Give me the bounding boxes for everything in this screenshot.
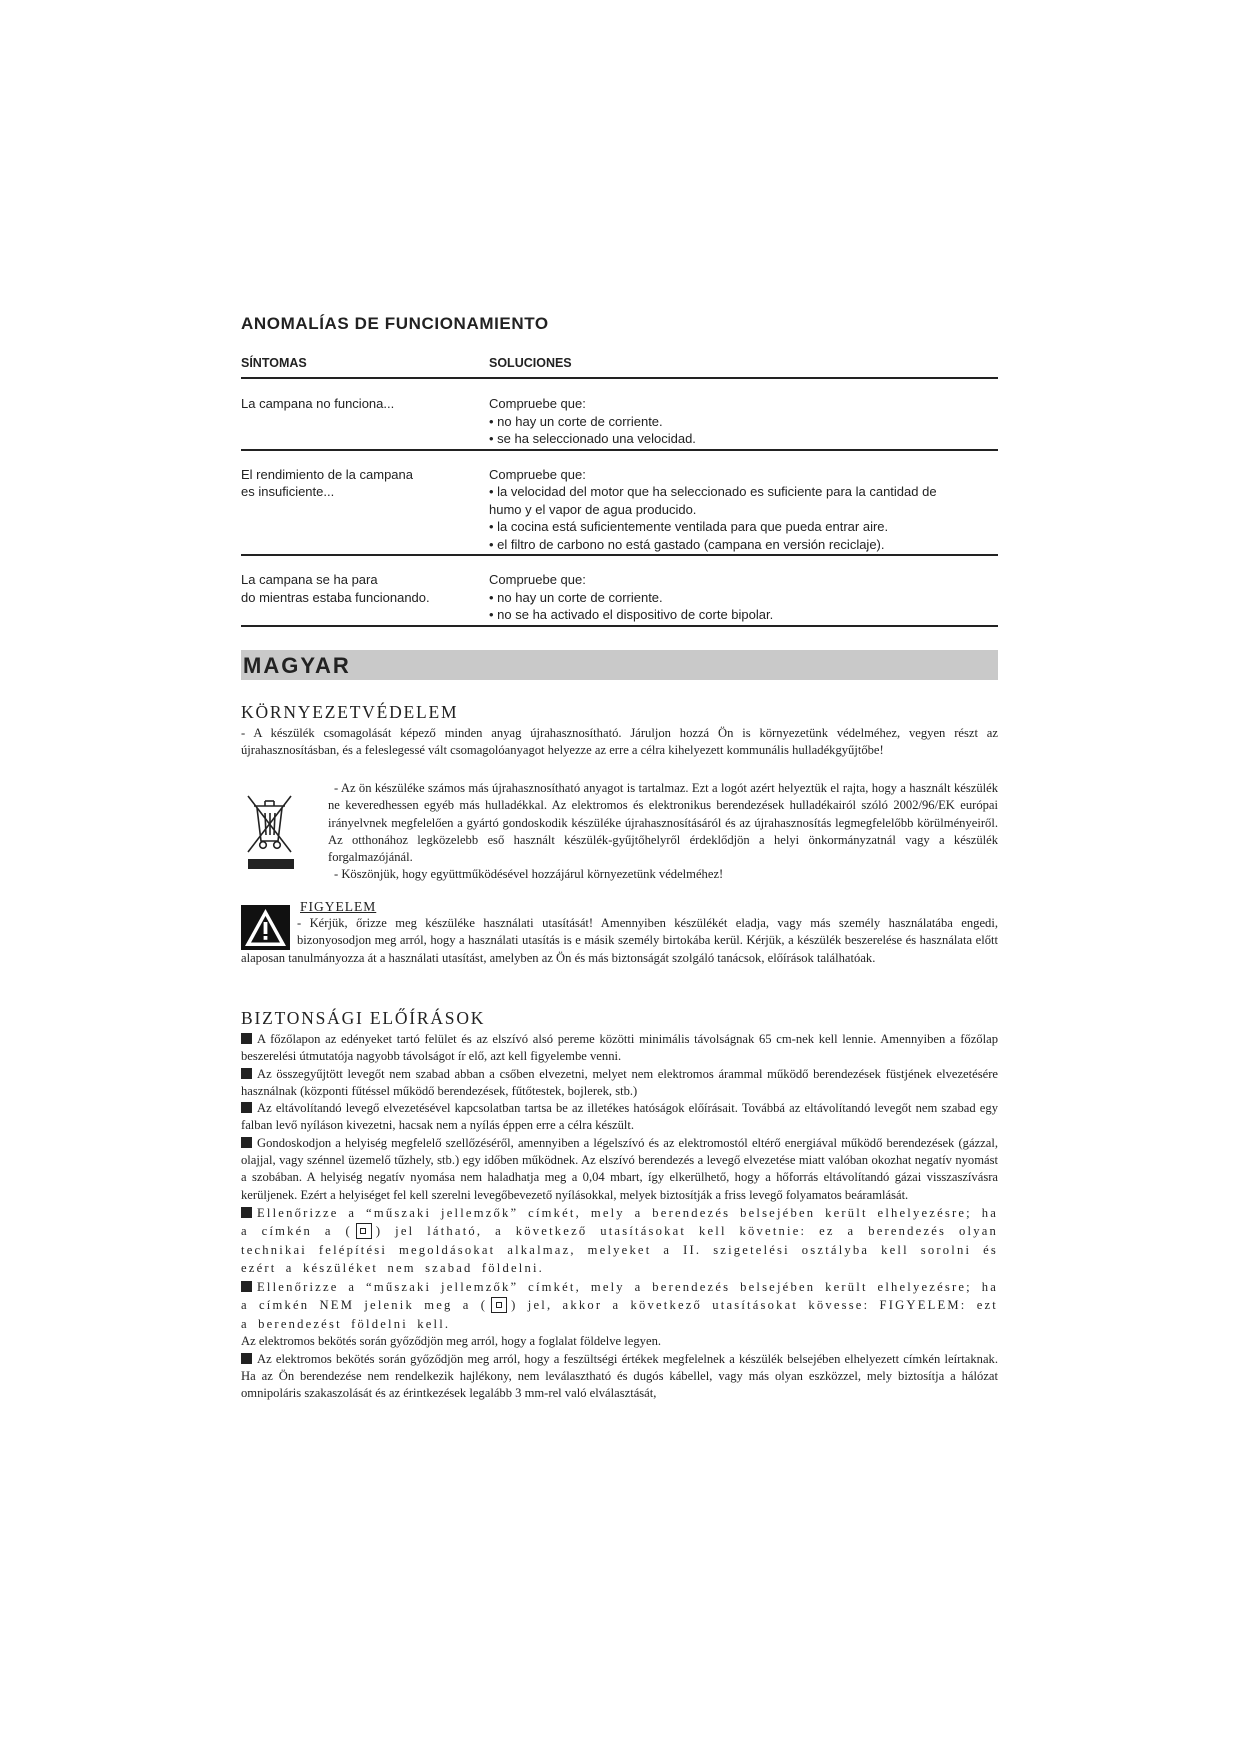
solution-line: humo y el vapor de agua producido. — [489, 501, 697, 517]
safety-text: Az összegyűjtött levegőt nem szabad abban a csőben elvezetni, melyet nem elektromos árammal működő berendezések füstjének elvezetésére használnak (központi fűtéssel működő berendezések, fűtőtestek, bojlerek, stb.) — [241, 1066, 998, 1098]
symptom-line: La campana no funciona... — [241, 396, 395, 411]
warning-block — [241, 915, 998, 967]
safety-text: Az eltávolítandó levegő elvezetésével kapcsolatban tartsa be az illetékes hatóságok előírásait. Továbbá az eltávolítandó levegőt nem szabad egy falban levő nyíláson kivezetni, hacsak nem a nyílás éppen erre a célra készült. — [241, 1101, 998, 1133]
safety-item — [241, 1351, 998, 1403]
safety-item — [241, 1204, 998, 1278]
table-row — [241, 451, 998, 557]
solution-line: • la velocidad del motor que ha seleccionado es suficiente para la cantidad de — [489, 484, 937, 499]
safety-rules — [241, 1031, 998, 1403]
safety-item — [241, 1066, 998, 1101]
environment-paragraph-3: - Köszönjük, hogy együttműködésével hozzájárul környezetünk védelméhez! — [334, 867, 724, 881]
crossed-out-wheelie-bin-icon — [241, 789, 298, 869]
heading-safety: BIZTONSÁGI ELŐÍRÁSOK — [241, 1008, 486, 1028]
language-section-bar — [241, 650, 998, 680]
environment-paragraph-1: - A készülék csomagolását képező minden anyag újrahasznosítható. Járuljon hozzá Ön is környezetünk védelméhez, vegyen részt az újrahasznosításban, és a feleslegessé vált csomagolóanyagot helyezze az erre a célra kihelyezett kommunális hulladékgyűjtőbe! — [241, 726, 998, 758]
safety-text: Ellenőrizze a “műszaki jellemzők” címkét, mely a berendezés belsejében került elhelyezésre; ha a címkén NEM jelenik meg a ( — [241, 1279, 998, 1313]
symptom-cell — [241, 466, 481, 501]
table-row — [241, 556, 998, 627]
symptom-line: es insuficiente... — [241, 484, 335, 499]
solution-line: Compruebe que: — [489, 466, 586, 482]
symptom-line: La campana se ha para — [241, 572, 378, 587]
safety-text: ) jel, akkor a következő utasításokat kövesse: FIGYELEM: ezt a berendezést földelni kell. — [241, 1298, 998, 1331]
safety-item — [241, 1031, 998, 1066]
heading-environment: KÖRNYEZETVÉDELEM — [241, 702, 459, 722]
safety-item — [241, 1135, 998, 1204]
header-solutions: SOLUCIONES — [489, 356, 572, 370]
warning-icon-spacer — [241, 915, 297, 949]
solution-line: • el filtro de carbono no está gastado (campana en versión reciclaje). — [489, 536, 885, 552]
solution-line: • la cocina está suficientemente ventilada para que pueda entrar aire. — [489, 519, 889, 534]
solution-line: Compruebe que: — [489, 572, 586, 587]
environment-paragraph-2: - Az ön készüléke számos más újrahasznosítható anyagot is tartalmaz. Ezt a logót azért helyeztük el rajta, hogy a használt készülék ne keveredhessen egyéb más hulladékkal. Az elektromos és elektronikus berendezések hulladékairól szóló 2002/96/EK európai irányelvnek megfelelően a gyártó gondoskodik készüléke újrahasznosításáról és az újrahasznosítás legmegfelelőbb körülményeiről. Az otthonához legközelebb eső használt készülék-gyűjtőhelyről érdeklődjön a helyi önkormányzatnál vagy a készülék forgalmazójánál. — [328, 781, 998, 865]
solution-line: • no hay un corte de corriente. — [489, 589, 663, 605]
square-bullet-icon — [241, 1068, 252, 1079]
symptom-cell — [241, 571, 481, 606]
square-bullet-icon — [241, 1353, 252, 1364]
double-square-class-ii-icon — [356, 1223, 372, 1239]
troubleshooting-table — [241, 356, 998, 627]
safety-text: ) jel látható, a következő utasításokat kell követnie: ez a berendezés olyan technikai felépítési megoldásokat alkalmaz, melyeket a II. szigetelési osztályba kell sorolni és ezért a készüléket nem szabad földelni. — [241, 1224, 998, 1276]
table-row — [241, 379, 998, 451]
warning-title-text: FIGYELEM — [300, 899, 377, 914]
safety-text: Az elektromos bekötés során győződjön meg arról, hogy a feszültségi értékek megfelelnek a készülék belsejében elhelyezett címkén leírtaknak. Ha az Ön berendezése nem rendelkezik hajlékony, nem leválasztható és dugós kábellel, vagy más olyan eszközzel, mely biztosítja a hálózat omnipoláris szakaszolását és az érintkezések legalább 3 mm-rel való elválasztását, — [241, 1351, 998, 1401]
square-bullet-icon — [241, 1137, 252, 1148]
square-bullet-icon — [241, 1207, 252, 1218]
warning-text: - Kérjük, őrizze meg készüléke használati utasítását! Amennyiben készülékét eladja, vagy más személy használatába engedi, bizonyosodjon meg arról, hogy a használati utasítás is e másik személy birtokába kerül. Kérjük, a készülék beszerelése és használata előtt alaposan tanulmányozza át a használati utasítást, amelyben az Ön és más biztonságát szolgáló tanácsok, előírások találhatóak. — [241, 916, 998, 965]
double-square-class-ii-icon — [491, 1297, 507, 1313]
solution-line: • no hay un corte de corriente. — [489, 413, 663, 429]
section-title-anomalias: ANOMALÍAS DE FUNCIONAMIENTO — [241, 314, 549, 333]
square-bullet-icon — [241, 1102, 252, 1113]
safety-text: Az elektromos bekötés során győződjön meg arról, hogy a foglalat földelve legyen. — [241, 1334, 662, 1349]
square-bullet-icon — [241, 1033, 252, 1044]
solution-cell — [489, 571, 998, 624]
symptom-line: El rendimiento de la campana — [241, 466, 413, 482]
language-title: MAGYAR — [243, 653, 351, 678]
safety-item — [241, 1333, 998, 1350]
warning-title — [300, 898, 376, 915]
safety-text: Gondoskodjon a helyiség megfelelő szellőzéséről, amennyiben a légelszívó és az elektromostól eltérő energiával működő berendezések (gázzal, olajjal, vagy szénnel üzemelő tűzhely, stb.) egy időben működnek. Az elszívó berendezés a levegő elvezetése miatt valóban okozhat negatív nyomást a szobában. A helyiség negatív nyomása nem haladhatja meg a 0,04 mbart, így elkerülhető, hogy a hőforrás eltávolítandó gázai visszaszívásra kerüljenek. Ezért a helyiséget fel kell szerelni levegőbevezető nyílásokkal, melyek biztosítják a friss levegő folyamatos beáramlását. — [241, 1135, 998, 1202]
safety-item — [241, 1100, 998, 1135]
square-bullet-icon — [241, 1281, 252, 1292]
solution-line: • no se ha activado el dispositivo de corte bipolar. — [489, 607, 774, 622]
solution-line: • se ha seleccionado una velocidad. — [489, 431, 696, 446]
safety-text: A főzőlapon az edényeket tartó felület és az elszívó alsó pereme közötti minimális távolságnak 65 cm-nek kell lennie. Amennyiben a főzőlap beszerelési útmutatója nagyobb távolságot ír elő, azt kell figyelembe venni. — [241, 1032, 998, 1064]
table-header — [241, 356, 998, 379]
symptom-line: do mientras estaba funcionando. — [241, 589, 430, 605]
solution-line: Compruebe que: — [489, 396, 586, 411]
solution-cell — [489, 466, 998, 554]
header-symptoms: SÍNTOMAS — [241, 356, 307, 370]
solution-cell — [489, 395, 998, 448]
safety-item — [241, 1278, 998, 1334]
symptom-cell — [241, 395, 481, 413]
safety-text: Ellenőrizze a “műszaki jellemzők” címkét, mely a berendezés belsejében került elhelyezésre; ha a címkén a ( — [241, 1205, 998, 1239]
